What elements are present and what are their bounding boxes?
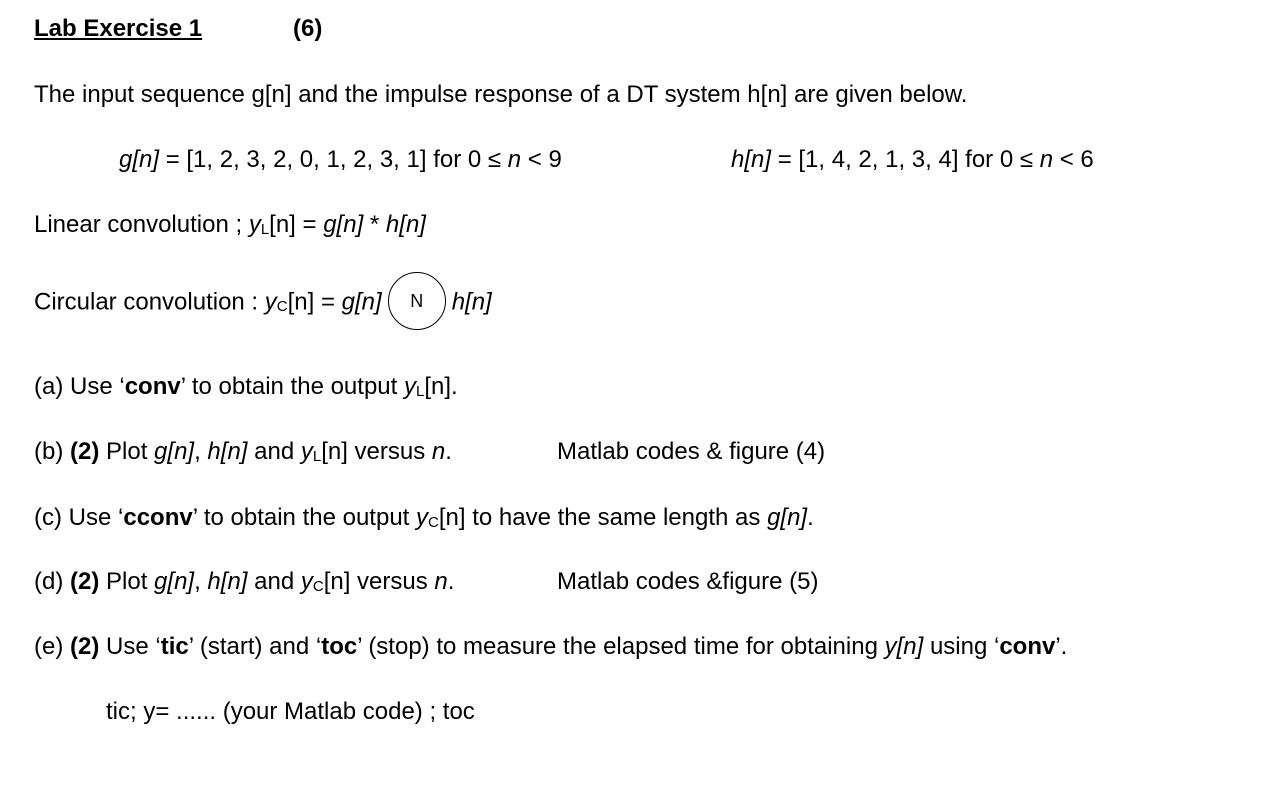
part-a-rest: ’ to obtain the output bbox=[180, 373, 404, 400]
part-e-toc: toc bbox=[321, 633, 358, 660]
part-c-sub: C bbox=[428, 514, 439, 531]
part-d-marks: (2) bbox=[70, 568, 100, 595]
part-e-t4: using ‘ bbox=[923, 633, 1000, 660]
g-range-var: n bbox=[507, 146, 522, 173]
part-d-end: [n] versus bbox=[323, 568, 435, 595]
part-b-h: h[n] bbox=[207, 438, 248, 465]
part-d-h: h[n] bbox=[207, 568, 248, 595]
part-d-sep: , bbox=[194, 568, 208, 595]
part-e-t1: Use ‘ bbox=[99, 633, 161, 660]
g-values: = [1, 2, 3, 2, 0, 1, 2, 3, 1] for 0 ≤ bbox=[159, 146, 508, 173]
part-c-g: g[n] bbox=[767, 504, 808, 531]
part-e-t5: ’. bbox=[1055, 633, 1068, 660]
linear-g: g[n] bbox=[323, 211, 364, 238]
part-c-prefix: (c) Use ‘ bbox=[34, 504, 124, 531]
h-range-end: < 6 bbox=[1053, 146, 1094, 173]
part-b-g: g[n] bbox=[154, 438, 195, 465]
part-b-n: n bbox=[431, 438, 446, 465]
part-a-prefix: (a) Use ‘ bbox=[34, 373, 125, 400]
part-e-cmd: conv bbox=[999, 633, 1056, 660]
g-lhs: g[n] bbox=[119, 146, 160, 173]
part-d-text: Plot bbox=[99, 568, 155, 595]
part-b-prefix: (b) bbox=[34, 438, 70, 465]
part-e-tic: tic bbox=[160, 633, 189, 660]
circular-mid: [n] = bbox=[287, 288, 342, 316]
intro-text: The input sequence g[n] and the impulse response of a DT system h[n] are given below. bbox=[34, 81, 968, 108]
h-values: = [1, 4, 2, 1, 3, 4] for 0 ≤ bbox=[771, 146, 1040, 173]
part-a-sub: L bbox=[415, 383, 425, 400]
exercise-title: Lab Exercise 1 bbox=[34, 15, 203, 42]
part-d-dot: . bbox=[447, 568, 455, 595]
exercise-marks: (6) bbox=[293, 15, 323, 42]
part-b-y: y bbox=[300, 438, 313, 465]
h-sequence bbox=[731, 145, 1094, 175]
linear-y: y bbox=[248, 211, 261, 238]
part-b-and: and bbox=[247, 438, 301, 465]
linear-h: h[n] bbox=[385, 211, 426, 238]
part-c bbox=[34, 503, 814, 536]
part-c-mid: [n] to have the same length as bbox=[438, 504, 768, 531]
part-a bbox=[34, 372, 458, 405]
h-lhs: h[n] bbox=[731, 146, 772, 173]
part-d-y: y bbox=[300, 568, 313, 595]
part-d-and: and bbox=[247, 568, 301, 595]
linear-mid: [n] = bbox=[269, 211, 324, 238]
part-b-sub: L bbox=[312, 448, 322, 465]
linear-convolution-def bbox=[34, 210, 426, 243]
part-e-y: y[n] bbox=[884, 633, 924, 660]
part-b-marks: (2) bbox=[70, 438, 100, 465]
part-b-dot: . bbox=[445, 438, 452, 465]
part-d bbox=[34, 567, 454, 600]
part-e-marks: (2) bbox=[70, 633, 100, 660]
part-d-n: n bbox=[434, 568, 448, 595]
part-c-end: . bbox=[807, 504, 814, 531]
h-range-var: n bbox=[1039, 146, 1054, 173]
part-c-cmd: cconv bbox=[123, 504, 193, 531]
part-e-t3: ’ (stop) to measure the elapsed time for obtaining bbox=[357, 633, 885, 660]
part-d-note: Matlab codes &figure (5) bbox=[557, 568, 819, 595]
circular-h: h[n] bbox=[451, 288, 492, 316]
part-d-sub: C bbox=[312, 578, 324, 595]
part-d-prefix: (d) bbox=[34, 568, 70, 595]
part-b-sep: , bbox=[194, 438, 208, 465]
matlab-code-line: tic; y= ...... (your Matlab code) ; toc bbox=[106, 698, 475, 725]
g-range-end: < 9 bbox=[521, 146, 562, 173]
circular-label: Circular convolution : bbox=[34, 288, 265, 316]
circular-convolution-def bbox=[34, 274, 492, 332]
part-b-note: Matlab codes & figure (4) bbox=[557, 438, 826, 465]
circular-y: y bbox=[264, 288, 277, 316]
part-d-g: g[n] bbox=[154, 568, 195, 595]
part-c-y: y bbox=[416, 504, 428, 531]
linear-label: Linear convolution ; bbox=[34, 211, 249, 238]
part-a-end: [n]. bbox=[424, 373, 458, 400]
part-c-rest: ’ to obtain the output bbox=[192, 504, 416, 531]
circular-convolution-operator: N bbox=[388, 272, 446, 330]
circular-g: g[n] bbox=[341, 288, 382, 316]
part-b bbox=[34, 437, 452, 470]
linear-star: * bbox=[363, 211, 386, 238]
g-sequence bbox=[119, 145, 562, 175]
part-e-prefix: (e) bbox=[34, 633, 70, 660]
part-a-y: y bbox=[403, 373, 416, 400]
linear-sub: L bbox=[260, 221, 270, 238]
part-e bbox=[34, 632, 1067, 662]
part-a-cmd: conv bbox=[124, 373, 181, 400]
circular-sub: C bbox=[276, 298, 288, 316]
part-e-t2: ’ (start) and ‘ bbox=[188, 633, 322, 660]
part-b-end: [n] versus bbox=[321, 438, 432, 465]
part-b-text: Plot bbox=[99, 438, 155, 465]
